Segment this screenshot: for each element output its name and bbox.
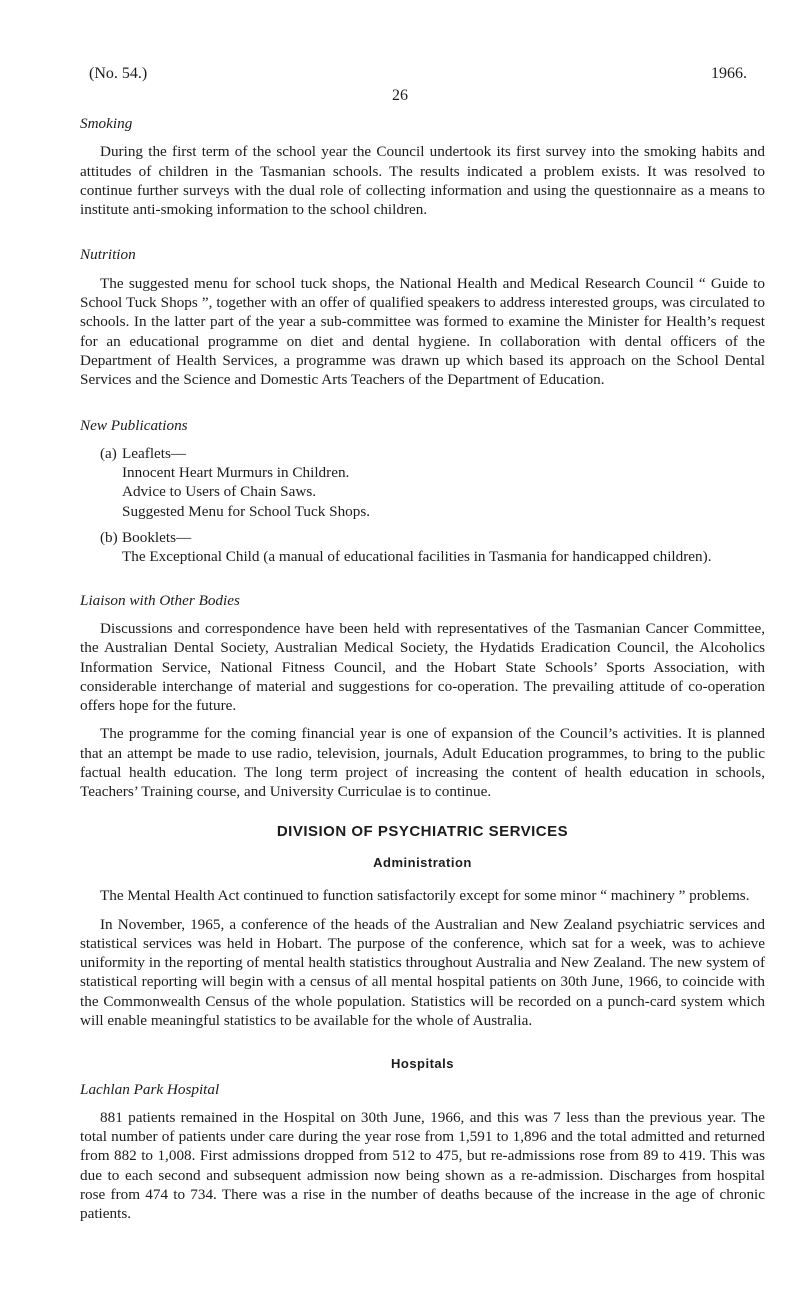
hospitals-heading: Hospitals — [390, 1056, 454, 1072]
booklets-list — [100, 528, 765, 567]
smoking-section — [80, 114, 765, 219]
administration-paragraph-2: In November, 1965, a conference of the heads of the Australian and New Zealand psychiatric services and statistical services was held in Hobart. The purpose of the conference, which sat for a week, was to achieve uniformity in the reporting of mental health statistics throughout Australia and New Zealand. The new system of statistical reporting will begin with a census of all mental hospital patients on 30th June, 1966, to coincide with the Commonwealth Census of the whole population. Statistics will be recorded on a punch-card system which will enable meaningful statistics to be available for the whole of Australia. — [80, 915, 765, 1029]
leaflets-list — [100, 444, 765, 521]
nutrition-heading: Nutrition — [80, 246, 136, 264]
liaison-heading: Liaison with Other Bodies — [80, 591, 240, 609]
division-heading: DIVISION OF PSYCHIATRIC SERVICES — [276, 822, 569, 840]
page-body — [80, 110, 765, 1233]
page-header — [0, 64, 800, 104]
smoking-paragraph: During the first term of the school year the Council undertook its first survey into the smoking habits and attitudes of children in the Tasmanian schools. The results indicated a problem exists. It was resolved to continue further surveys with the dual role of collecting information and using the questionnaire as a means to institute anti-smoking information to the school children. — [80, 143, 765, 219]
publications-section — [80, 416, 765, 567]
booklets-label: (b) — [100, 529, 118, 547]
booklet-item: The Exceptional Child (a manual of educational facilities in Tasmania for handicapped children). — [122, 548, 712, 566]
leaflet-item: Advice to Users of Chain Saws. — [122, 483, 317, 501]
administration-paragraph-1: The Mental Health Act continued to function satisfactorily except for some minor “ machinery ” problems. — [100, 887, 750, 905]
publications-heading: New Publications — [80, 416, 188, 434]
administration-heading: Administration — [373, 854, 472, 870]
liaison-paragraph-2: The programme for the coming financial year is one of expansion of the Council’s activities. It is planned that an attempt be made to use radio, television, journals, Adult Education programmes, to bring to the public factual health education. The long term project of increasing the content of health education in schools, Teachers’ Training course, and University Curriculae is to continue. — [80, 725, 765, 801]
report-number: (No. 54.) — [89, 65, 148, 82]
nutrition-section — [80, 245, 765, 389]
hospitals-section — [80, 1054, 765, 1223]
report-year: 1966. — [711, 65, 747, 82]
lachlan-park-paragraph: 881 patients remained in the Hospital on 30th June, 1966, and this was 7 less than the previous year. The total number of patients under care during the year rose from 1,591 to 1,896 and the total admitted and returned from 882 to 1,008. First admissions dropped from 512 to 475, but re-admissions rose from 89 to 419. This was due to each second and subsequent admission now being shown as a re-admission. Discharges from hospital rose from 474 to 734. There was a rise in the number of deaths because of the increase in the age of chronic patients. — [80, 1108, 765, 1223]
nutrition-paragraph: The suggested menu for school tuck shops, the National Health and Medical Research Council “ Guide to School Tuck Shops ”, together with an offer of qualified speakers to address interested groups, was circulated to schools. In the latter part of the year a sub-committee was formed to examine the Minister for Health’s request for an educational programme on diet and dental hygiene. In collaboration with dental officers of the Department of Health Services, a programme was drawn up which based its approach on the School Dental Services and the Science and Domestic Arts Teachers of the Department of Education. — [80, 274, 765, 389]
smoking-heading: Smoking — [80, 115, 133, 132]
liaison-paragraph-1: Discussions and correspondence have been held with representatives of the Tasmanian Cancer Committee, the Australian Dental Society, Australian Medical Society, the Hydatids Eradication Council, the Alcoholics Information Service, National Fitness Council, and the Hobart State Schools’ Sports Association, with considerable interchange of material and suggestions for co-operation. The prevailing attitude of co-operation offers hope for the future. — [80, 619, 765, 715]
booklets-title: Booklets— — [122, 529, 192, 547]
leaflet-item: Suggested Menu for School Tuck Shops. — [122, 502, 371, 520]
psychiatric-section — [80, 822, 765, 1031]
leaflet-item: Innocent Heart Murmurs in Children. — [122, 464, 350, 482]
lachlan-park-heading: Lachlan Park Hospital — [80, 1080, 220, 1098]
leaflets-label: (a) — [100, 444, 117, 462]
page-number: 26 — [392, 87, 408, 104]
liaison-section — [80, 591, 765, 802]
leaflets-title: Leaflets— — [122, 444, 187, 462]
